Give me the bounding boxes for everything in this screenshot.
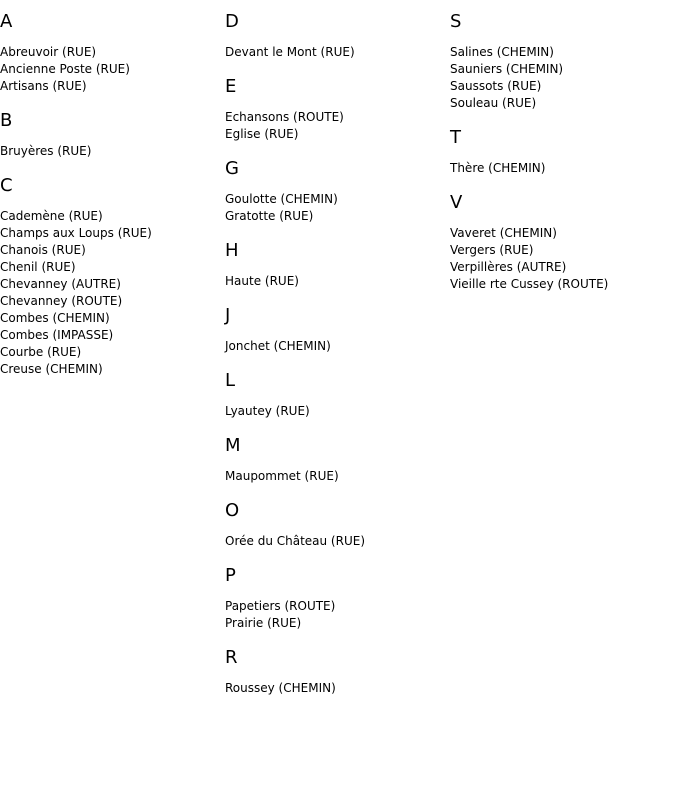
street-link[interactable]: Goulotte (CHEMIN) xyxy=(225,192,338,206)
letter-section xyxy=(225,10,450,61)
street-link[interactable]: Cademène (RUE) xyxy=(0,209,103,223)
letter-section xyxy=(225,499,450,550)
street-link[interactable]: Gratotte (RUE) xyxy=(225,209,314,223)
letter-section xyxy=(225,646,450,697)
street-list xyxy=(225,273,450,290)
street-link[interactable]: Sauniers (CHEMIN) xyxy=(450,62,564,76)
letter-heading: E xyxy=(225,76,237,97)
letter-section xyxy=(225,434,450,485)
street-link[interactable]: Souleau (RUE) xyxy=(450,96,537,110)
street-link[interactable]: Haute (RUE) xyxy=(225,274,299,288)
street-list xyxy=(225,191,450,225)
letter-section xyxy=(450,10,675,112)
street-link[interactable]: Bruyères (RUE) xyxy=(0,144,92,158)
street-link[interactable]: Chenil (RUE) xyxy=(0,260,76,274)
street-link[interactable]: Jonchet (CHEMIN) xyxy=(225,339,331,353)
street-list xyxy=(225,338,450,355)
street-list xyxy=(0,44,225,95)
street-list xyxy=(225,403,450,420)
street-link[interactable]: Thère (CHEMIN) xyxy=(450,161,546,175)
street-link[interactable]: Prairie (RUE) xyxy=(225,616,302,630)
letter-heading: B xyxy=(0,110,13,131)
street-list xyxy=(225,109,450,143)
street-link[interactable]: Combes (IMPASSE) xyxy=(0,328,114,342)
street-link[interactable]: Salines (CHEMIN) xyxy=(450,45,554,59)
street-link[interactable]: Vergers (RUE) xyxy=(450,243,534,257)
street-link[interactable]: Chevanney (AUTRE) xyxy=(0,277,121,291)
letter-heading: J xyxy=(225,305,231,326)
street-link[interactable]: Vaveret (CHEMIN) xyxy=(450,226,557,240)
letter-heading: M xyxy=(225,435,241,456)
street-link[interactable]: Vieille rte Cussey (ROUTE) xyxy=(450,277,609,291)
letter-section xyxy=(225,75,450,143)
street-link[interactable]: Artisans (RUE) xyxy=(0,79,87,93)
street-link[interactable]: Combes (CHEMIN) xyxy=(0,311,110,325)
letter-section xyxy=(225,304,450,355)
letter-heading: V xyxy=(450,192,463,213)
street-link[interactable]: Champs aux Loups (RUE) xyxy=(0,226,152,240)
letter-section xyxy=(0,10,225,95)
street-link[interactable]: Abreuvoir (RUE) xyxy=(0,45,97,59)
letter-heading: L xyxy=(225,370,236,391)
street-link[interactable]: Maupommet (RUE) xyxy=(225,469,339,483)
street-link[interactable]: Creuse (CHEMIN) xyxy=(0,362,103,376)
street-link[interactable]: Saussots (RUE) xyxy=(450,79,542,93)
street-link[interactable]: Eglise (RUE) xyxy=(225,127,299,141)
street-link[interactable]: Lyautey (RUE) xyxy=(225,404,310,418)
letter-heading: P xyxy=(225,565,236,586)
letter-heading: D xyxy=(225,11,239,32)
letter-heading: A xyxy=(0,11,13,32)
street-link[interactable]: Verpillères (AUTRE) xyxy=(450,260,567,274)
street-link[interactable]: Chevanney (ROUTE) xyxy=(0,294,123,308)
street-list xyxy=(0,208,225,378)
street-list xyxy=(450,44,675,112)
street-link[interactable]: Chanois (RUE) xyxy=(0,243,86,257)
street-list xyxy=(225,680,450,697)
letter-section xyxy=(225,239,450,290)
street-list xyxy=(225,468,450,485)
letter-section xyxy=(0,174,225,378)
street-link[interactable]: Orée du Château (RUE) xyxy=(225,534,365,548)
letter-heading: C xyxy=(0,175,13,196)
letter-heading: H xyxy=(225,240,239,261)
street-link[interactable]: Ancienne Poste (RUE) xyxy=(0,62,130,76)
street-list xyxy=(0,143,225,160)
letter-section xyxy=(450,126,675,177)
street-list xyxy=(225,533,450,550)
letter-section xyxy=(225,369,450,420)
column-3 xyxy=(450,10,675,307)
column-1 xyxy=(0,10,225,392)
street-link[interactable]: Papetiers (ROUTE) xyxy=(225,599,336,613)
letter-section xyxy=(450,191,675,293)
letter-heading: G xyxy=(225,158,239,179)
letter-heading: O xyxy=(225,500,240,521)
letter-section xyxy=(225,564,450,632)
letter-heading: T xyxy=(450,127,461,148)
letter-heading: R xyxy=(225,647,238,668)
street-link[interactable]: Devant le Mont (RUE) xyxy=(225,45,355,59)
letter-section xyxy=(0,109,225,160)
letter-section xyxy=(225,157,450,225)
street-link[interactable]: Roussey (CHEMIN) xyxy=(225,681,336,695)
street-list xyxy=(450,225,675,293)
column-2 xyxy=(225,10,450,711)
letter-heading: S xyxy=(450,11,462,32)
street-list xyxy=(450,160,675,177)
street-link[interactable]: Courbe (RUE) xyxy=(0,345,82,359)
street-list xyxy=(225,44,450,61)
street-link[interactable]: Echansons (ROUTE) xyxy=(225,110,344,124)
street-list xyxy=(225,598,450,632)
